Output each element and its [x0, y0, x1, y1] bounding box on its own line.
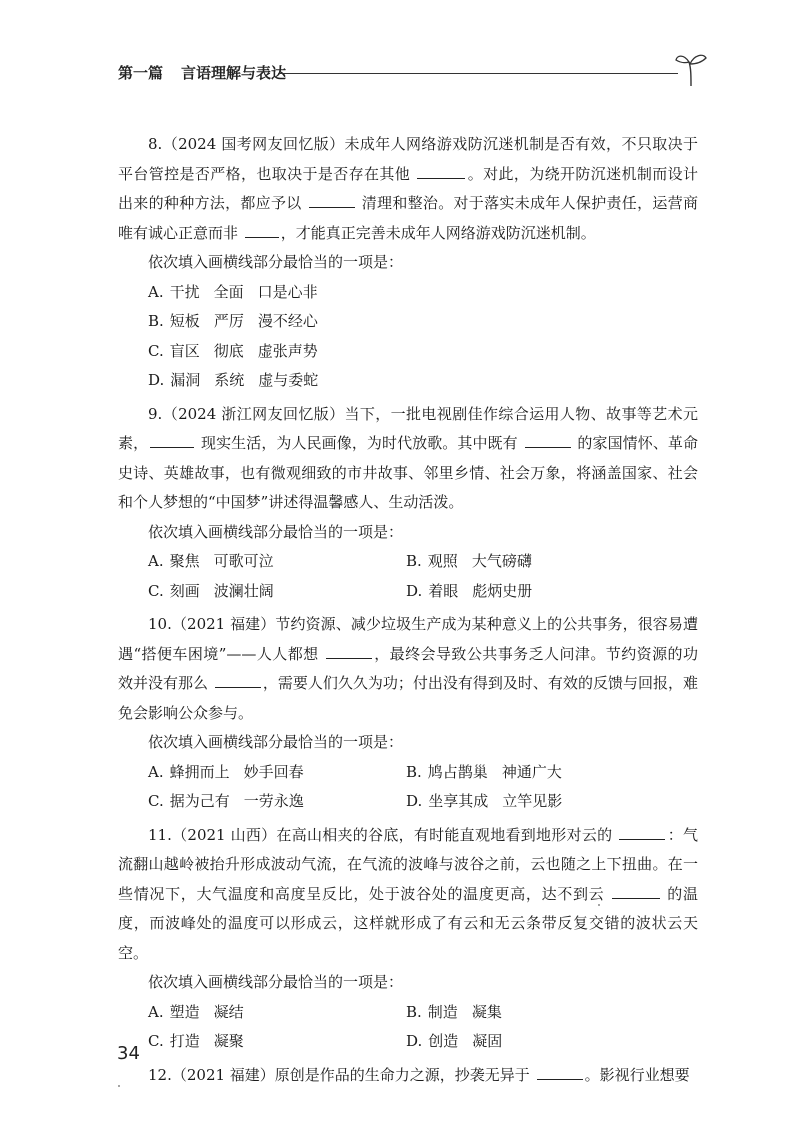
option-a[interactable]: [148, 998, 406, 1028]
fill-blank: [417, 164, 465, 179]
header-text: [118, 62, 304, 83]
option-b[interactable]: [406, 758, 706, 788]
option-c[interactable]: [148, 337, 698, 367]
stem-text: 8.（2024 国考网友回忆版）未成年人网络游戏防沉迷机制是否有效，不只取决于平台管控是否严格，也取决于是否存在其他: [118, 135, 698, 183]
fill-blank: [309, 193, 355, 208]
option-word: 凝结: [213, 1002, 244, 1021]
question-11-stem: [118, 821, 698, 969]
stem-text: 。对此，为绕开防沉迷机制而设计出来的种种方法，都应予以: [118, 164, 698, 212]
option-d[interactable]: [406, 1027, 706, 1057]
question-10-options: [148, 758, 698, 817]
stem-text: ：气流翻山越岭被抬升形成波动气流，在气流的波峰与波谷之前，云也随之上下扭曲。在一些情况下，大气温度和高度呈反比，处于波谷处的温度更高，达不到云: [118, 825, 698, 903]
option-word: 波澜壮阔: [213, 581, 274, 600]
fill-blank: [326, 644, 372, 659]
option-word: 刻画: [169, 581, 200, 600]
stem-text: ，最终会导致公共事务乏人问津。节约资源的功效并没有那么: [118, 644, 698, 692]
question-10-prompt: 依次填入画横线部分最恰当的一项是：: [148, 733, 404, 751]
option-word: 立竿见影: [502, 792, 563, 810]
option-word: 口是心非: [257, 282, 318, 301]
option-a[interactable]: [148, 278, 698, 308]
option-label: A.: [148, 1002, 164, 1021]
option-word: 系统: [214, 371, 245, 389]
option-label: C.: [148, 581, 164, 600]
question-8-prompt: 依次填入画横线部分最恰当的一项是：: [148, 253, 404, 271]
option-word: 漏洞: [170, 371, 201, 389]
scan-speck: [118, 1085, 120, 1087]
question-9-options: [148, 547, 698, 606]
option-label: C.: [148, 1032, 164, 1050]
option-label: C.: [148, 792, 164, 810]
question-12-stem: [118, 1061, 698, 1091]
option-c[interactable]: [148, 577, 406, 607]
option-word: 聚焦: [169, 552, 200, 570]
option-word: 虚与委蛇: [258, 371, 319, 389]
option-word: 严厉: [213, 312, 244, 330]
scan-speck: [598, 904, 600, 906]
option-word: 制造: [427, 1002, 458, 1021]
fill-blank: [525, 433, 571, 448]
fill-blank: [150, 433, 194, 448]
option-word: 可歌可泣: [213, 552, 274, 570]
stem-text: 。影视行业想要: [584, 1065, 690, 1084]
option-d[interactable]: [406, 577, 706, 607]
running-header: [118, 60, 698, 90]
option-word: 蜂拥而上: [169, 762, 230, 781]
question-9: [118, 400, 698, 607]
stem-text: 9.（2024 浙江网友回忆版）当下，一批电视剧佳作综合运用人物、故事等艺术元素，: [118, 404, 698, 452]
question-11: [118, 821, 698, 1057]
option-d[interactable]: [148, 366, 698, 396]
option-word: 彻底: [213, 341, 244, 360]
option-word: 全面: [213, 282, 244, 301]
question-12: [118, 1061, 698, 1091]
option-word: 创造: [428, 1032, 459, 1050]
option-word: 凝聚: [213, 1032, 244, 1050]
fill-blank: [619, 825, 665, 840]
header-rule: [278, 73, 678, 74]
option-c[interactable]: [148, 1027, 406, 1057]
option-label: A.: [148, 762, 164, 781]
fill-blank: [245, 223, 279, 238]
stem-text: 的温度，而波峰处的温度可以形成云，这样就形成了有云和无云条带反复交错的波状云天空。: [118, 884, 698, 962]
question-10: [118, 610, 698, 817]
question-8-stem: [118, 130, 698, 248]
stem-text: 现实生活，为人民画像，为时代放歌。其中既有: [196, 434, 523, 452]
page-content: [118, 130, 698, 1090]
fill-blank: [537, 1065, 583, 1080]
question-8: [118, 130, 698, 396]
option-word: 妙手回春: [243, 762, 304, 781]
stem-text: 10.（2021 福建）节约资源、减少垃圾生产成为某种意义上的公共事务，很容易遭遇“搭便车困境”——人人都想: [118, 615, 698, 663]
stem-text: 12.（2021 福建）原创是作品的生命力之源，抄袭无异于: [148, 1065, 535, 1084]
option-word: 凝固: [472, 1032, 503, 1050]
option-label: A.: [148, 552, 164, 570]
option-word: 干扰: [169, 282, 200, 301]
question-9-prompt: 依次填入画横线部分最恰当的一项是：: [148, 522, 404, 541]
stem-text: 的家国情怀、革命史诗、英雄故事，也有微观细致的市井故事、邻里乡情、社会万象，将涵盖国家、社会和个人梦想的“中国梦”讲述得温馨感人、生动活泼。: [118, 434, 698, 511]
option-word: 盲区: [169, 341, 200, 360]
stem-text: 11.（2021 山西）在高山相夹的谷底，有时能直观地看到地形对云的: [148, 825, 618, 844]
fill-blank: [215, 673, 261, 688]
option-word: 凝集: [471, 1002, 502, 1021]
option-a[interactable]: [148, 547, 406, 577]
question-11-options: [148, 998, 698, 1057]
option-label: B.: [406, 762, 422, 781]
option-label: D.: [148, 371, 165, 389]
option-word: 彪炳史册: [472, 581, 533, 600]
option-word: 一劳永逸: [243, 792, 304, 810]
stem-text: ，才能真正完善未成年人网络游戏防沉迷机制。: [280, 223, 596, 242]
option-word: 观照: [427, 552, 458, 570]
option-word: 虚张声势: [257, 341, 318, 360]
option-word: 鸠占鹊巢: [427, 762, 488, 781]
option-label: C.: [148, 341, 164, 360]
option-label: A.: [148, 282, 164, 301]
option-b[interactable]: [406, 547, 706, 577]
option-label: B.: [406, 552, 422, 570]
option-word: 坐享其成: [428, 792, 489, 810]
question-8-options: [148, 278, 698, 396]
option-label: D.: [406, 581, 423, 600]
option-b[interactable]: [148, 307, 698, 337]
page-number: 34: [117, 1043, 140, 1064]
option-word: 神通广大: [501, 762, 562, 781]
option-label: D.: [406, 1032, 423, 1050]
question-9-stem: [118, 400, 698, 518]
option-word: 漫不经心: [257, 312, 318, 330]
option-a[interactable]: [148, 758, 406, 788]
stem-text: ，需要人们久久为功；付出没有得到及时、有效的反馈与回报，难免会影响公众参与。: [118, 674, 698, 722]
option-word: 短板: [169, 312, 200, 330]
option-c[interactable]: [148, 787, 406, 817]
option-word: 着眼: [428, 581, 459, 600]
header-part: 第一篇: [118, 64, 164, 82]
header-title: 言语理解与表达: [181, 64, 287, 82]
stem-text: 清理和整治。对于落实未成年人保护责任，运营商唯有诚心正意而非: [118, 194, 698, 242]
option-word: 打造: [169, 1032, 200, 1050]
question-11-prompt: 依次填入画横线部分最恰当的一项是：: [148, 973, 404, 991]
option-label: B.: [148, 312, 164, 330]
sprout-icon: [674, 48, 708, 88]
option-word: 大气磅礴: [471, 552, 532, 570]
option-word: 塑造: [169, 1002, 200, 1021]
fill-blank: [612, 884, 660, 899]
question-10-stem: [118, 610, 698, 728]
option-word: 据为己有: [169, 792, 230, 810]
option-d[interactable]: [406, 787, 706, 817]
option-label: B.: [406, 1002, 422, 1021]
option-b[interactable]: [406, 998, 706, 1028]
option-label: D.: [406, 792, 423, 810]
